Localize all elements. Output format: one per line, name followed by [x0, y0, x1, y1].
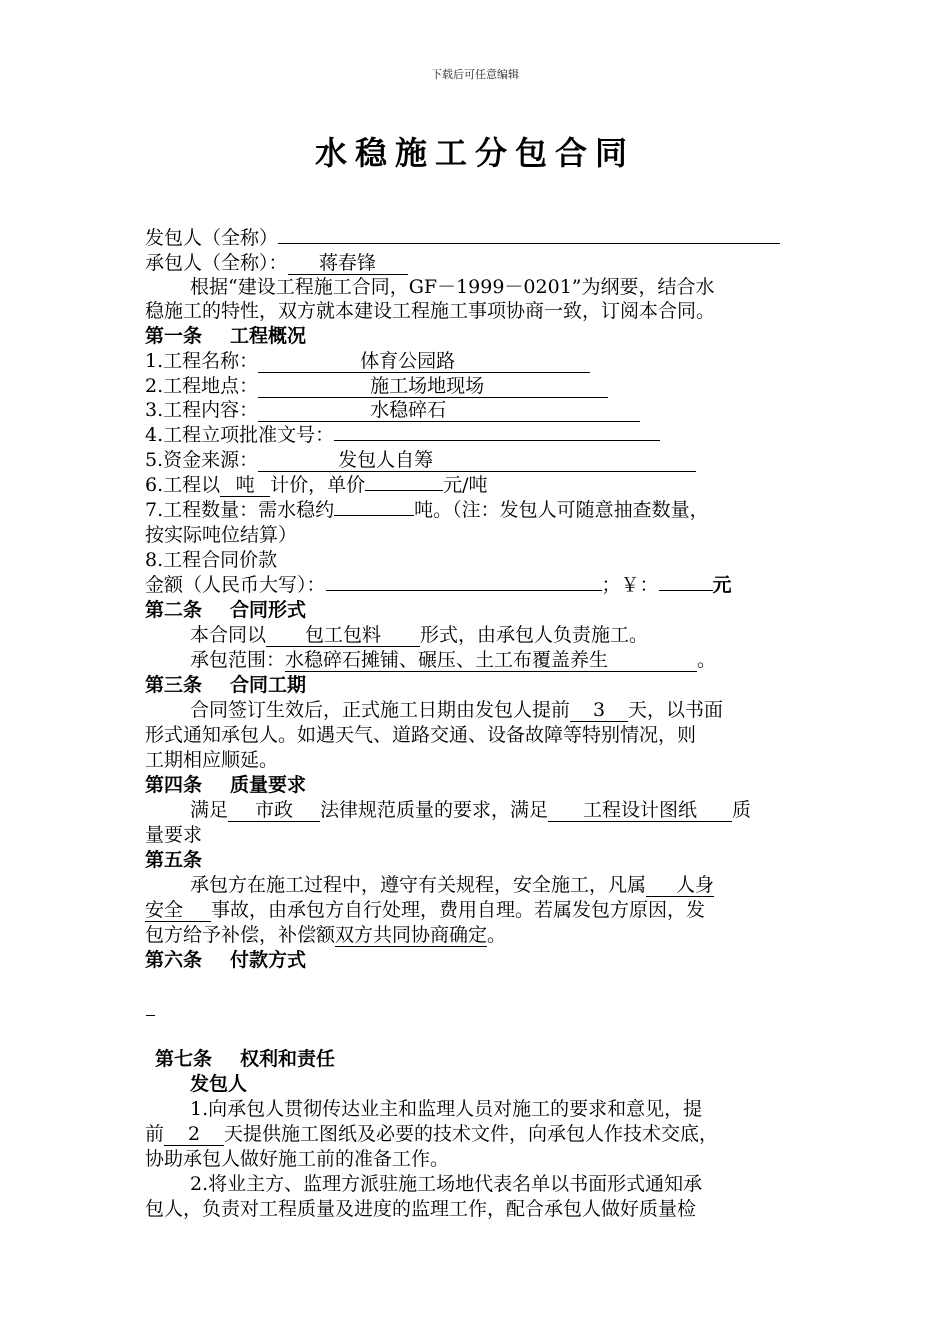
item-1-label: 1.工程名称： [145, 350, 259, 372]
article-4-text-b: 法律规范质量的要求，满足 [320, 799, 549, 821]
article-7-heading [155, 1047, 335, 1072]
item-3-value: 水稳碎石 [370, 399, 447, 421]
article-7-party: 发包人 [190, 1073, 248, 1095]
article-3-days: 3 [570, 699, 628, 722]
article-7-item-2-line-1: 2.将业主方、监理方派驻施工场地代表名单以书面形式通知承 [190, 1173, 703, 1195]
party-a-line [145, 226, 780, 251]
article-2-form-value: 包工包料 [266, 624, 420, 647]
article-4-line-1 [190, 798, 751, 823]
article-6-number: 第六条 [145, 949, 203, 971]
article-1-number: 第一条 [145, 325, 203, 347]
intro-line-1: 根据“建设工程施工合同，GF－1999－0201”为纲要，结合水 [190, 276, 715, 298]
item-1-line [145, 349, 590, 374]
article-3-line-1 [190, 698, 723, 723]
item-7-qty-blank [334, 498, 414, 516]
item-4-label: 4.工程立项批准文号： [145, 424, 335, 446]
article-2-title: 合同形式 [230, 599, 307, 621]
article-2-form-line [190, 623, 648, 648]
amount-words-blank [326, 573, 602, 591]
item-5-label: 5.资金来源： [145, 449, 259, 471]
article-2-end: 。 [697, 649, 717, 671]
article-3-text-a: 合同签订生效后，正式施工日期由发包人提前 [190, 699, 571, 721]
article-3-line-3: 工期相应顺延。 [145, 749, 279, 771]
item-5-value: 发包人自筹 [338, 449, 434, 471]
article-4-text-a: 满足 [190, 799, 229, 821]
article-7-number: 第七条 [155, 1048, 213, 1070]
article-2-text-b: 形式，由承包人负责施工。 [420, 624, 649, 646]
item-6-text-c: 元/吨 [443, 474, 488, 496]
amount-unit: 元 [712, 574, 732, 596]
article-4-number: 第四条 [145, 774, 203, 796]
item-4-blank [334, 423, 660, 441]
article-3-title: 合同工期 [230, 674, 307, 696]
article-2-scope-label: 承包范围： [190, 649, 286, 671]
article-7-text-pre: 前 [145, 1123, 165, 1145]
item-6-text-b: 计价，单价 [270, 474, 366, 496]
item-7-text-b: 吨。（注：发包人可随意抽查数量， [414, 499, 709, 521]
article-4-standard: 市政 [228, 799, 320, 822]
article-5-compensation: 双方共同协商确定 [335, 924, 488, 946]
item-5-line [145, 448, 696, 473]
item-7-line [145, 498, 709, 523]
article-3-number: 第三条 [145, 674, 203, 696]
item-7-line-2: 按实际吨位结算） [145, 524, 298, 546]
article-2-scope-line [190, 648, 716, 673]
article-5-text-c: 包方给予补偿，补偿额 [145, 924, 336, 946]
article-1-title: 工程概况 [230, 325, 307, 347]
article-2-scope-value: 水稳碎石摊铺、碾压、土工布覆盖养生 [285, 649, 697, 672]
article-5-heading [145, 848, 202, 873]
party-a-blank [278, 226, 780, 244]
article-4-line-2: 量要求 [145, 824, 203, 846]
amount-figure-blank [659, 573, 713, 591]
article-7-item-1-line-3: 协助承包人做好施工前的准备工作。 [145, 1148, 450, 1170]
article-5-text-b: 事故，由承包方自行处理，费用自理。若属发包方原因，发 [211, 899, 706, 921]
item-8-line: 8.工程合同价款 [145, 549, 278, 571]
amount-separator: ；￥： [601, 574, 659, 596]
article-5-line-2 [145, 898, 705, 923]
article-7-text-post: 天提供施工图纸及必要的技术文件，向承包人作技术交底， [224, 1123, 719, 1145]
article-2-heading [145, 598, 306, 623]
article-4-design: 工程设计图纸 [548, 799, 732, 822]
item-1-value: 体育公园路 [360, 350, 456, 372]
party-b-label: 承包人（全称）： [145, 252, 288, 274]
article-7-days: 2 [164, 1123, 224, 1146]
item-6-price-blank [365, 473, 443, 491]
item-6-unit: 吨 [220, 474, 270, 497]
header-note: 下载后可任意编辑 [431, 68, 519, 81]
party-b-name: 蒋春锋 [288, 252, 408, 275]
article-2-text-a: 本合同以 [190, 624, 267, 646]
stray-underline-mark [146, 1015, 155, 1016]
article-3-heading [145, 673, 306, 698]
article-3-text-b: 天，以书面 [628, 699, 724, 721]
party-a-label: 发包人（全称） [145, 227, 279, 249]
item-7-text-a: 7.工程数量：需水稳约 [145, 499, 335, 521]
item-6-text-a: 6.工程以 [145, 474, 221, 496]
item-2-line [145, 374, 608, 399]
item-2-value: 施工场地现场 [370, 375, 485, 397]
article-5-line-1 [190, 873, 714, 898]
article-7-item-1-line-1: 1.向承包人贯彻传达业主和监理人员对施工的要求和意见，提 [190, 1098, 703, 1120]
article-5-type-b: 安全 [145, 899, 211, 922]
article-5-line-3 [145, 923, 506, 948]
article-5-end: 。 [487, 924, 507, 946]
article-4-text-c: 质 [732, 799, 752, 821]
amount-line [145, 573, 732, 598]
article-5-type-a: 人身 [646, 874, 714, 897]
article-6-title: 付款方式 [230, 949, 307, 971]
article-3-line-2: 形式通知承包人。如遇天气、道路交通、设备故障等特别情况，则 [145, 724, 697, 746]
article-7-item-2-line-2: 包人，负责对工程质量及进度的监理工作，配合承包人做好质量检 [145, 1198, 697, 1220]
article-2-number: 第二条 [145, 599, 203, 621]
intro-line-2: 稳施工的特性，双方就本建设工程施工事项协商一致，订阅本合同。 [145, 300, 716, 322]
article-7-item-1-line-2 [145, 1122, 718, 1147]
document-title: 水稳施工分包合同 [314, 134, 635, 172]
article-4-heading [145, 773, 306, 798]
article-4-title: 质量要求 [230, 774, 307, 796]
article-6-heading [145, 948, 306, 973]
article-5-number: 第五条 [145, 849, 203, 871]
party-b-line [145, 251, 408, 276]
item-2-label: 2.工程地点： [145, 375, 259, 397]
item-6-line [145, 473, 488, 498]
item-3-label: 3.工程内容： [145, 399, 259, 421]
item-4-line [145, 423, 660, 448]
article-7-title: 权利和责任 [240, 1048, 336, 1070]
article-5-text-a: 承包方在施工过程中，遵守有关规程，安全施工，凡属 [190, 874, 647, 896]
amount-label: 金额（人民币大写）： [145, 574, 326, 596]
item-3-line [145, 398, 640, 423]
article-1-heading [145, 324, 306, 349]
